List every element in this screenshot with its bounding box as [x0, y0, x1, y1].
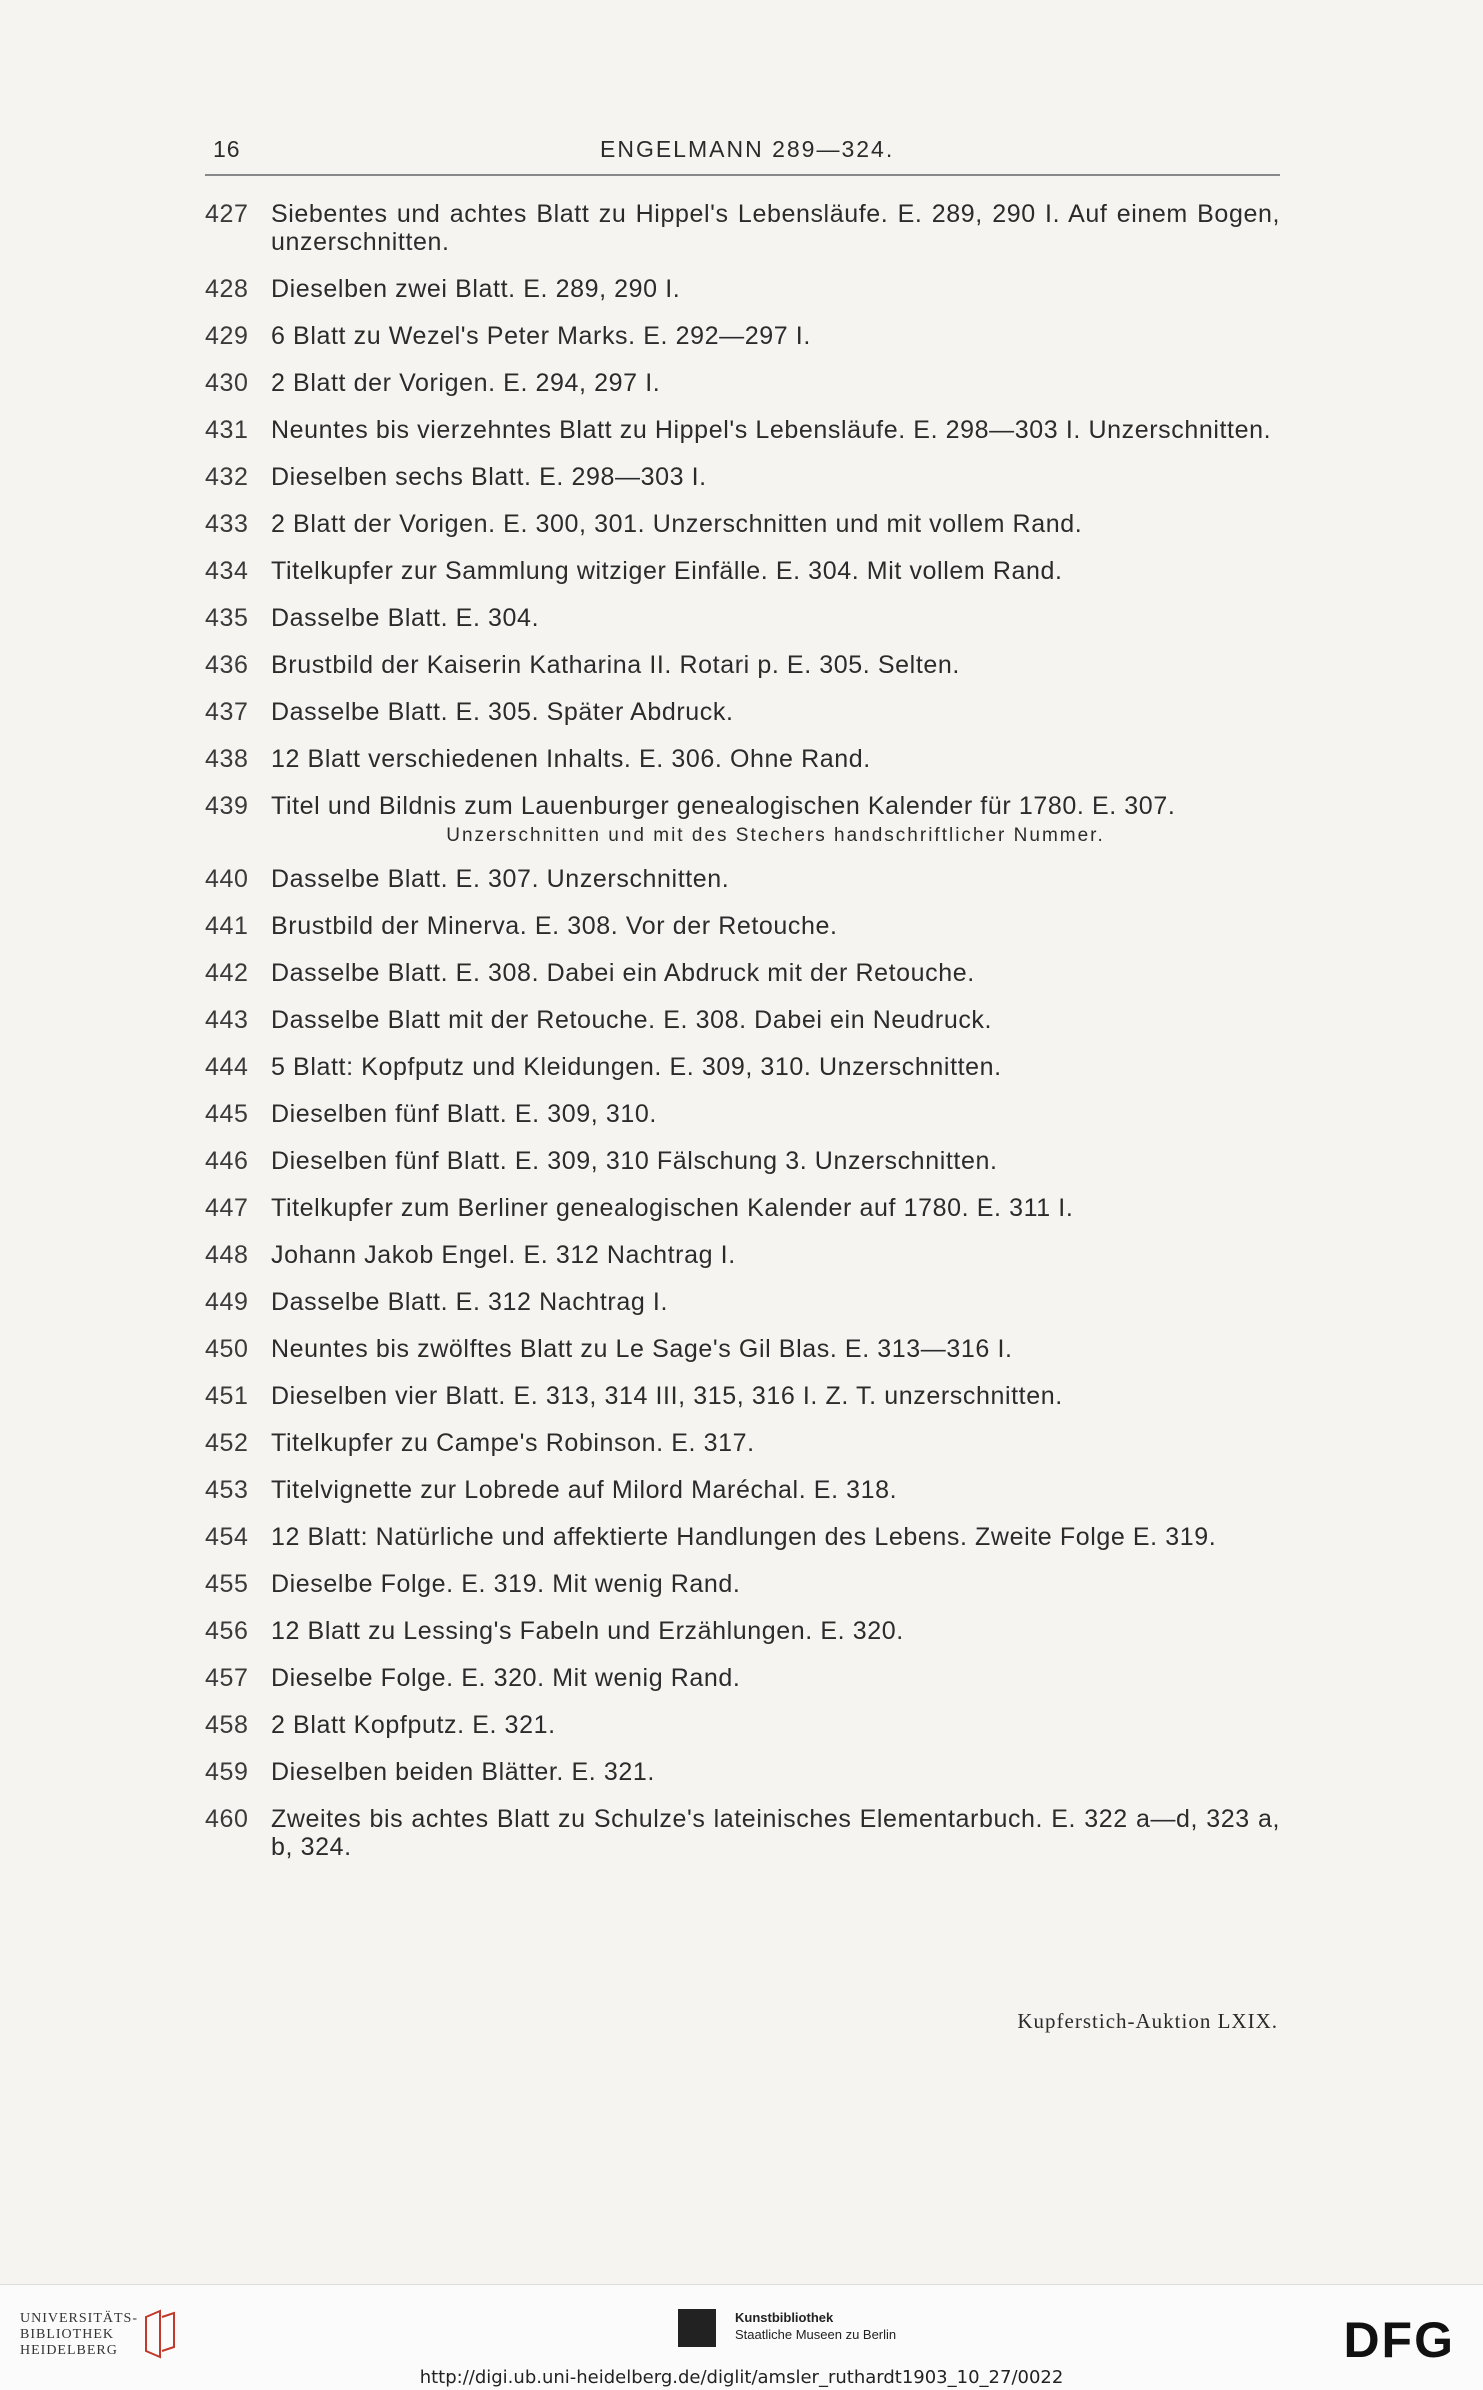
- entry-text: Neuntes bis zwölftes Blatt zu Le Sage's Gil Blas. E. 313—316 I.: [271, 1335, 1013, 1363]
- entry-note: Unzerschnitten und mit des Stechers handschriftlicher Nummer.: [446, 825, 1105, 846]
- entry-text: Johann Jakob Engel. E. 312 Nachtrag I.: [271, 1241, 736, 1269]
- entry-number: 439: [205, 792, 249, 820]
- list-item: [205, 698, 1280, 726]
- entry-text: 12 Blatt: Natürliche und affektierte Handlungen des Lebens. Zweite Folge E. 319.: [271, 1523, 1217, 1551]
- entry-text: Dasselbe Blatt. E. 308. Dabei ein Abdruck mit der Retouche.: [271, 959, 975, 987]
- university-logo-icon: [140, 2307, 180, 2362]
- list-item: [205, 1617, 1280, 1645]
- entry-number: 436: [205, 651, 249, 679]
- university-library-name: UNIVERSITÄTS- BIBLIOTHEK HEIDELBERG: [20, 2311, 138, 2358]
- entry-text: Dasselbe Blatt. E. 305. Später Abdruck.: [271, 698, 734, 726]
- entry-text: 2 Blatt Kopfputz. E. 321.: [271, 1711, 556, 1739]
- entry-text: Dieselben zwei Blatt. E. 289, 290 I.: [271, 275, 681, 303]
- entry-text: 2 Blatt der Vorigen. E. 294, 297 I.: [271, 369, 661, 397]
- entry-number: 446: [205, 1147, 249, 1175]
- entry-text: Brustbild der Minerva. E. 308. Vor der Retouche.: [271, 912, 838, 940]
- entry-text: Titelkupfer zum Berliner genealogischen Kalender auf 1780. E. 311 I.: [271, 1194, 1074, 1222]
- entry-text: Dieselben fünf Blatt. E. 309, 310.: [271, 1100, 657, 1128]
- entry-text: Dasselbe Blatt. E. 307. Unzerschnitten.: [271, 865, 730, 893]
- entry-number: 435: [205, 604, 249, 632]
- entry-number: 443: [205, 1006, 249, 1034]
- entry-number: 433: [205, 510, 249, 538]
- entry-text: 2 Blatt der Vorigen. E. 300, 301. Unzerschnitten und mit vollem Rand.: [271, 510, 1083, 538]
- dfg-logo: DFG: [1343, 2312, 1455, 2368]
- list-item: [205, 792, 1280, 820]
- entry-text: Zweites bis achtes Blatt zu Schulze's lateinisches Elementarbuch. E. 322 a—d, 323 a, b, 324.: [271, 1805, 1280, 1861]
- entry-text: 12 Blatt verschiedenen Inhalts. E. 306. Ohne Rand.: [271, 745, 871, 773]
- list-item: [205, 865, 1280, 893]
- list-item: [205, 1053, 1280, 1081]
- list-item: [205, 1523, 1280, 1551]
- source-url-link[interactable]: http://digi.ub.uni-heidelberg.de/diglit/amsler_ruthardt1903_10_27/0022: [419, 2367, 1064, 2388]
- list-item: [205, 1147, 1280, 1175]
- entry-list: [205, 200, 1280, 1880]
- entry-number: 448: [205, 1241, 249, 1269]
- list-item: [205, 1664, 1280, 1692]
- entry-text: 6 Blatt zu Wezel's Peter Marks. E. 292—297 I.: [271, 322, 811, 350]
- list-item: [205, 604, 1280, 632]
- list-item: [205, 510, 1280, 538]
- list-item: [205, 1758, 1280, 1786]
- entry-text: Siebentes und achtes Blatt zu Hippel's Lebensläufe. E. 289, 290 I. Auf einem Bogen, unzerschnitten.: [271, 200, 1280, 256]
- list-item: [205, 463, 1280, 491]
- entry-number: 440: [205, 865, 249, 893]
- kunstbibliothek-logo-icon: [678, 2309, 716, 2347]
- entry-number: 460: [205, 1805, 249, 1833]
- entry-text: 5 Blatt: Kopfputz und Kleidungen. E. 309, 310. Unzerschnitten.: [271, 1053, 1002, 1081]
- entry-text: Titelvignette zur Lobrede auf Milord Maréchal. E. 318.: [271, 1476, 898, 1504]
- entry-number: 457: [205, 1664, 249, 1692]
- list-item: [205, 557, 1280, 585]
- entry-text: Dasselbe Blatt. E. 304.: [271, 604, 540, 632]
- entry-number: 456: [205, 1617, 249, 1645]
- entry-number: 447: [205, 1194, 249, 1222]
- list-item: [205, 322, 1280, 350]
- list-item: [205, 1194, 1280, 1222]
- entry-number: 452: [205, 1429, 249, 1457]
- entry-text: Dieselbe Folge. E. 319. Mit wenig Rand.: [271, 1570, 741, 1598]
- list-item: [205, 959, 1280, 987]
- entry-text: 12 Blatt zu Lessing's Fabeln und Erzählungen. E. 320.: [271, 1617, 904, 1645]
- signature-mark: Kupferstich-Auktion LXIX.: [1017, 2009, 1278, 2033]
- list-item: [205, 912, 1280, 940]
- list-item: [205, 1241, 1280, 1269]
- entry-number: 445: [205, 1100, 249, 1128]
- entry-number: 437: [205, 698, 249, 726]
- entry-number: 441: [205, 912, 249, 940]
- list-item: [205, 1006, 1280, 1034]
- entry-number: 432: [205, 463, 249, 491]
- entry-number: 438: [205, 745, 249, 773]
- entry-number: 428: [205, 275, 249, 303]
- footer-bar: [0, 2284, 1483, 2390]
- list-item: [205, 1570, 1280, 1598]
- entry-text: Dieselbe Folge. E. 320. Mit wenig Rand.: [271, 1664, 741, 1692]
- entry-number: 442: [205, 959, 249, 987]
- list-item: [205, 275, 1280, 303]
- list-item: [205, 1288, 1280, 1316]
- entry-text: Dasselbe Blatt. E. 312 Nachtrag I.: [271, 1288, 668, 1316]
- entry-number: 434: [205, 557, 249, 585]
- entry-text: Dieselben sechs Blatt. E. 298—303 I.: [271, 463, 707, 491]
- entry-number: 450: [205, 1335, 249, 1363]
- list-item: [205, 1711, 1280, 1739]
- list-item: [205, 200, 1280, 256]
- list-item: [205, 369, 1280, 397]
- entry-number: 427: [205, 200, 249, 228]
- running-head: ENGELMANN 289—324.: [600, 136, 895, 162]
- entry-text: Brustbild der Kaiserin Katharina II. Rotari p. E. 305. Selten.: [271, 651, 960, 679]
- entry-number: 449: [205, 1288, 249, 1316]
- header-rule: [205, 174, 1280, 176]
- entry-number: 444: [205, 1053, 249, 1081]
- entry-text: Dieselben fünf Blatt. E. 309, 310 Fälschung 3. Unzerschnitten.: [271, 1147, 998, 1175]
- entry-text: Titelkupfer zu Campe's Robinson. E. 317.: [271, 1429, 755, 1457]
- entry-number: 455: [205, 1570, 249, 1598]
- list-item: [205, 1382, 1280, 1410]
- entry-number: 454: [205, 1523, 249, 1551]
- list-item: [205, 1805, 1280, 1861]
- page-number: 16: [213, 136, 241, 162]
- entry-text: Dieselben beiden Blätter. E. 321.: [271, 1758, 655, 1786]
- list-item: [205, 416, 1280, 444]
- list-item: [205, 651, 1280, 679]
- entry-text: Dieselben vier Blatt. E. 313, 314 III, 315, 316 I. Z. T. unzerschnitten.: [271, 1382, 1063, 1410]
- list-item: [205, 1476, 1280, 1504]
- entry-text: Neuntes bis vierzehntes Blatt zu Hippel's Lebensläufe. E. 298—303 I. Unzerschnitten.: [271, 416, 1272, 444]
- entry-number: 430: [205, 369, 249, 397]
- entry-number: 429: [205, 322, 249, 350]
- list-item: [205, 745, 1280, 773]
- entry-text: Titelkupfer zur Sammlung witziger Einfälle. E. 304. Mit vollem Rand.: [271, 557, 1063, 585]
- entry-text: Titel und Bildnis zum Lauenburger genealogischen Kalender für 1780. E. 307.: [271, 792, 1176, 820]
- entry-number: 458: [205, 1711, 249, 1739]
- entry-number: 453: [205, 1476, 249, 1504]
- entry-number: 431: [205, 416, 249, 444]
- list-item: [205, 1100, 1280, 1128]
- list-item: [205, 1335, 1280, 1363]
- kunstbibliothek-label: Kunstbibliothek Staatliche Museen zu Berlin: [735, 2310, 897, 2342]
- list-item: [205, 1429, 1280, 1457]
- entry-number: 459: [205, 1758, 249, 1786]
- entry-number: 451: [205, 1382, 249, 1410]
- entry-text: Dasselbe Blatt mit der Retouche. E. 308. Dabei ein Neudruck.: [271, 1006, 993, 1034]
